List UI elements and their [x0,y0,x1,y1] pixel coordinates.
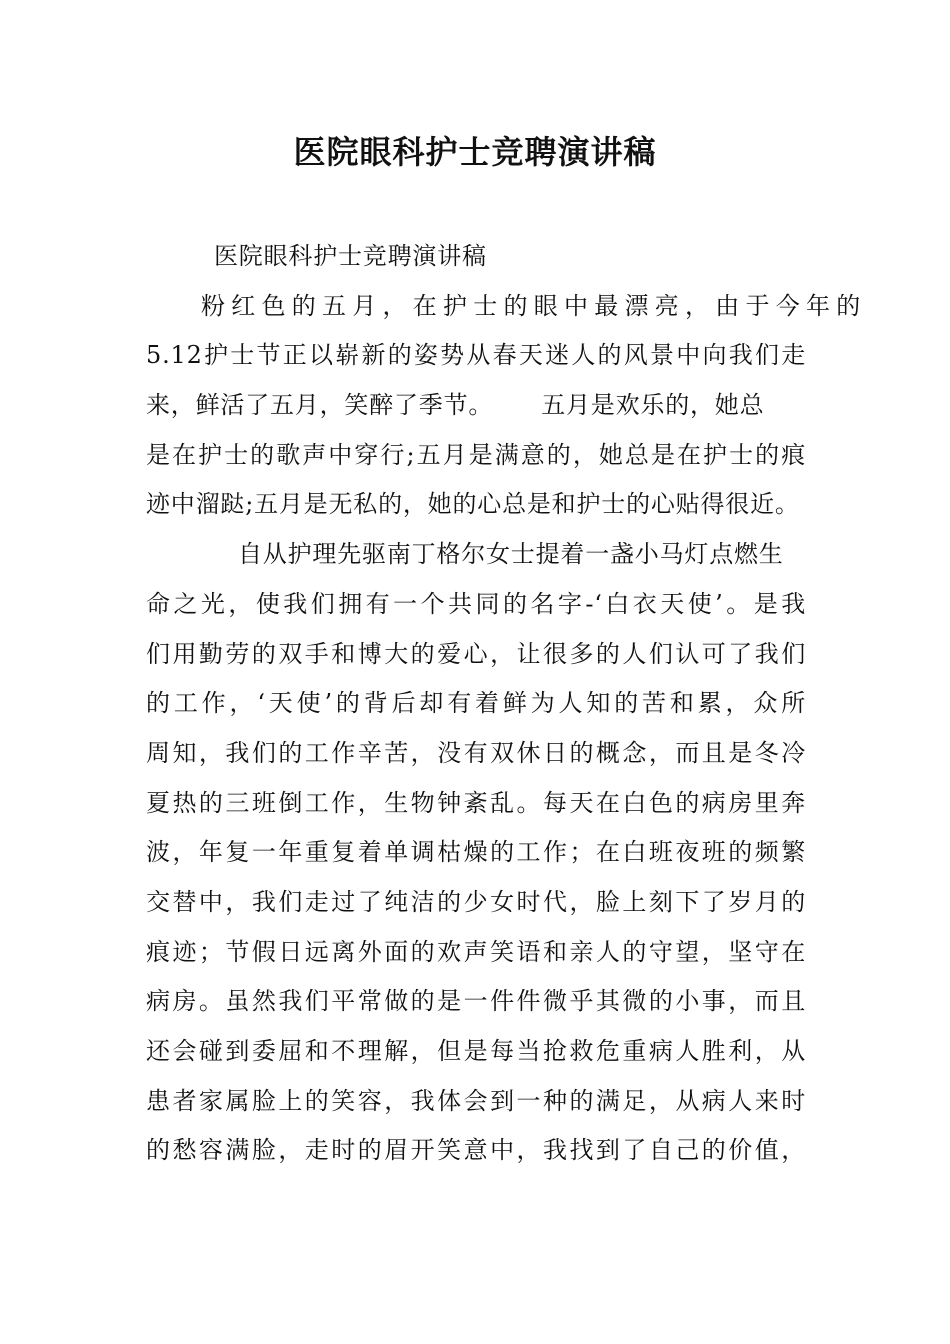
paragraph-line: 的工作，‘天使’的背后却有着鲜为人知的苦和累，众所 [146,689,806,718]
paragraph-line: 波，年复一年重复着单调枯燥的工作；在白班夜班的频繁 [146,838,806,867]
paragraph-line: 自从护理先驱南丁格尔女士提着一盏小马灯点燃生 [238,540,784,569]
paragraph-line: 夏热的三班倒工作，生物钟紊乱。每天在白色的病房里奔 [146,788,806,817]
subtitle-line: 医院眼科护士竞聘演讲稿 [214,242,487,270]
paragraph-line: 交替中，我们走过了纯洁的少女时代，脸上刻下了岁月的 [146,887,806,916]
paragraph-line: 痕迹；节假日远离外面的欢声笑语和亲人的守望，坚守在 [146,937,806,966]
paragraph-line: 周知，我们的工作辛苦，没有双休日的概念，而且是冬冷 [146,738,806,767]
paragraph-line [146,381,822,431]
paragraph-line: 们用勤劳的双手和博大的爱心，让很多的人们认可了我们 [146,639,806,668]
paragraph-line: 迹中溜跶;五月是无私的，她的心总是和护士的心贴得很近。 [146,490,800,519]
document-body [146,232,861,1176]
document-title: 医院眼科护士竞聘演讲稿 [293,133,657,171]
paragraph-line: 5.12护士节正以崭新的姿势从春天迷人的风景中向我们走 [146,341,806,370]
paragraph-line: 患者家属脸上的笑容，我体会到一种的满足，从病人来时 [146,1086,806,1115]
paragraph-line: 粉红色的五月，在护士的眼中最漂亮，由于今年的 [201,291,861,320]
paragraph-line: 还会碰到委屈和不理解，但是每当抢救危重病人胜利，从 [146,1037,806,1065]
paragraph-line: 命之光，使我们拥有一个共同的名字-‘白衣天使’。是我 [146,589,806,618]
line-segment: 来，鲜活了五月，笑醉了季节。 [146,391,494,420]
paragraph-line: 是在护士的歌声中穿行;五月是满意的，她总是在护士的痕 [146,440,806,469]
paragraph-line: 的愁容满脸，走时的眉开笑意中，我找到了自己的价值， [146,1136,806,1165]
paragraph-line: 病房。虽然我们平常做的是一件件微乎其微的小事，而且 [146,987,806,1016]
line-segment: 五月是欢乐的，她总 [541,391,765,420]
